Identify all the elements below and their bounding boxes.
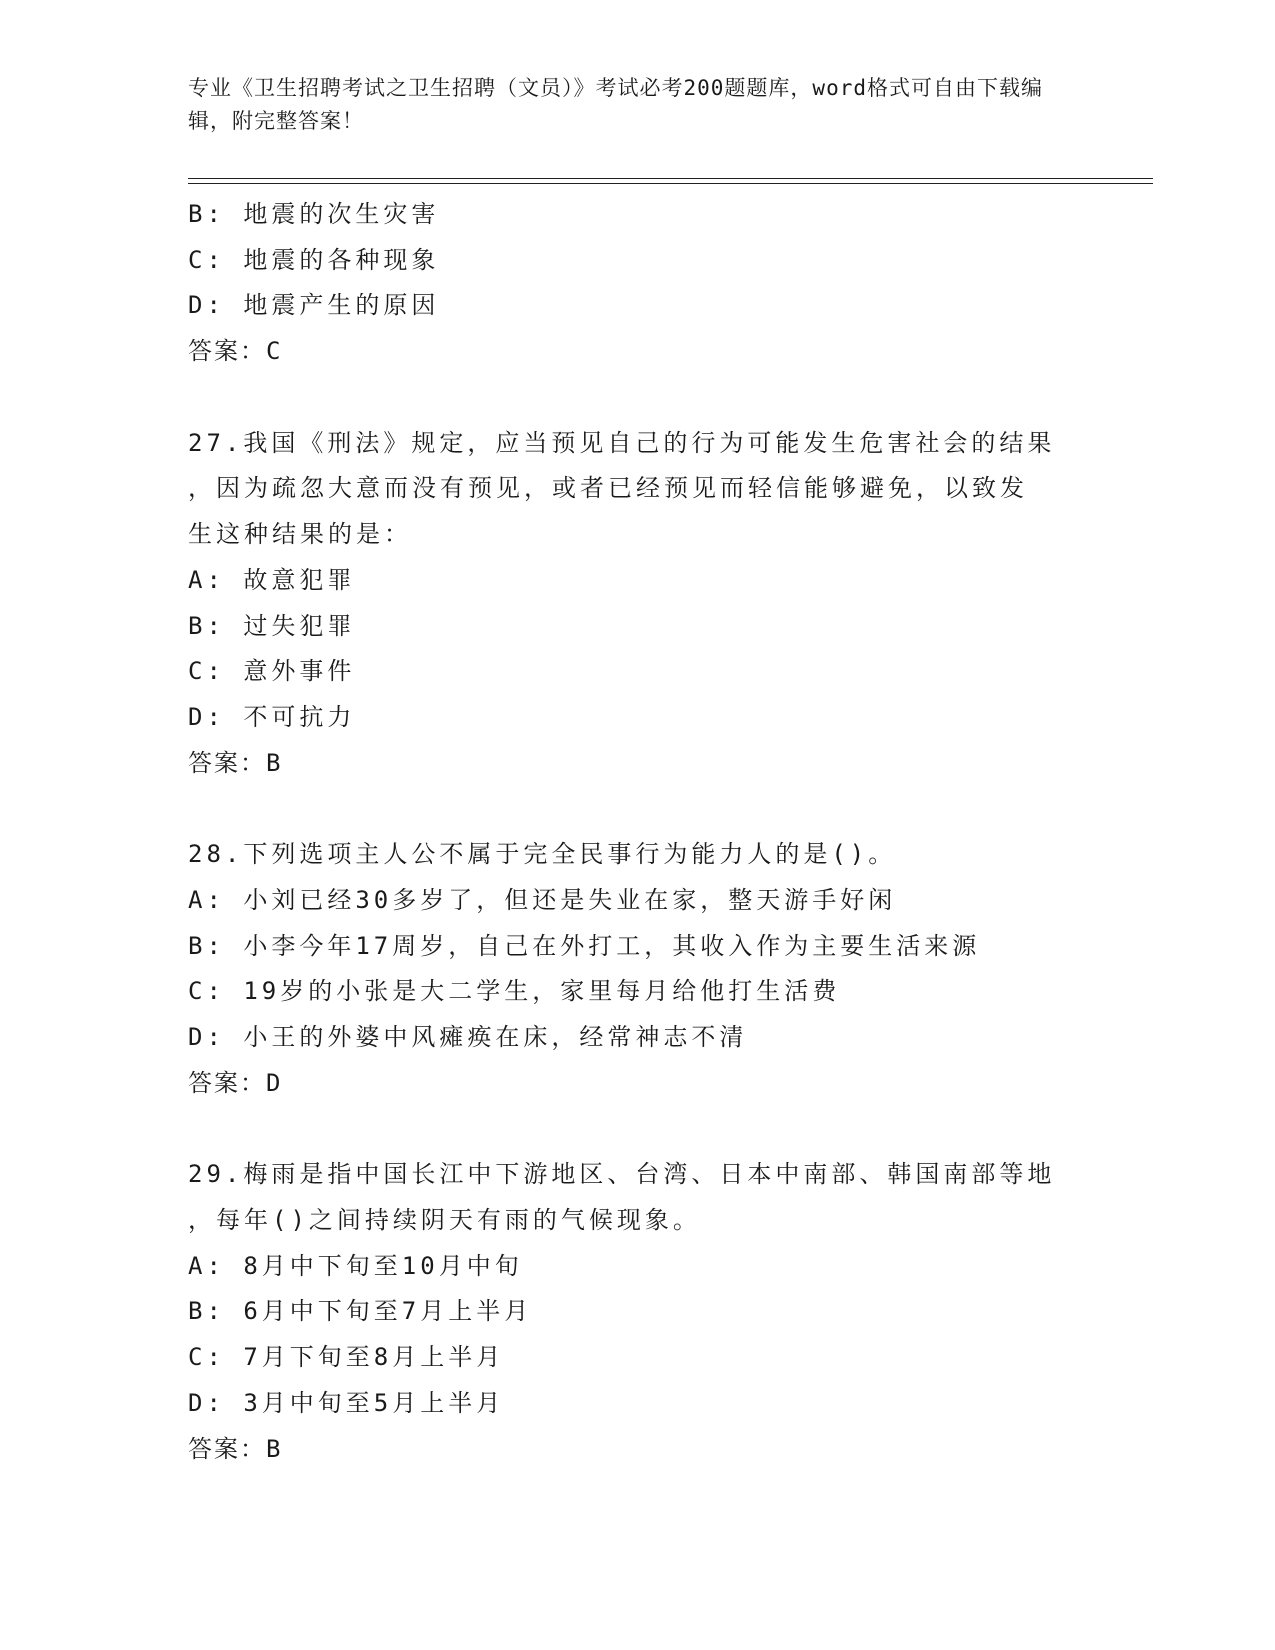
option-c: C: 意外事件 <box>188 657 356 686</box>
spacer <box>188 375 1088 421</box>
question-text: ，每年()之间持续阴天有雨的气候现象。 <box>188 1206 701 1235</box>
option-b: B: 过失犯罪 <box>188 611 356 640</box>
option-b: B: 6月中下旬至7月上半月 <box>188 1297 533 1326</box>
question-27 <box>188 421 1088 787</box>
header-rule-bottom <box>188 183 1153 184</box>
question-text: 27.我国《刑法》规定，应当预见自己的行为可能发生危害社会的结果 <box>188 428 1056 457</box>
question-29 <box>188 1152 1088 1472</box>
option-d: D: 不可抗力 <box>188 702 356 731</box>
answer: 答案：B <box>188 1434 283 1463</box>
option-b: B: 地震的次生灾害 <box>188 200 440 228</box>
question-text: 生这种结果的是： <box>188 520 412 549</box>
option-a: A: 8月中下旬至10月中旬 <box>188 1251 523 1280</box>
question-content <box>188 192 1088 1472</box>
option-d: D: 地震产生的原因 <box>188 291 440 320</box>
answer: 答案：C <box>188 337 283 366</box>
option-b: B: 小李今年17周岁，自己在外打工，其收入作为主要生活来源 <box>188 931 981 960</box>
option-d: D: 小王的外婆中风瘫痪在床，经常神志不清 <box>188 1023 748 1051</box>
header-rule-top <box>188 178 1153 179</box>
spacer <box>188 1106 1088 1152</box>
option-c: C: 19岁的小张是大二学生，家里每月给他打生活费 <box>188 977 841 1006</box>
spacer <box>188 786 1088 832</box>
option-d: D: 3月中旬至5月上半月 <box>188 1388 505 1417</box>
question-26-continued <box>188 192 1088 375</box>
answer: 答案：B <box>188 748 283 777</box>
question-text: 29.梅雨是指中国长江中下游地区、台湾、日本中南部、韩国南部等地 <box>188 1160 1056 1189</box>
document-header: 专业《卫生招聘考试之卫生招聘（文员）》考试必考200题题库，word格式可自由下载编辑，附完整答案！ <box>188 76 1043 133</box>
question-28 <box>188 832 1088 1106</box>
option-a: A: 小刘已经30多岁了，但还是失业在家，整天游手好闲 <box>188 885 897 914</box>
question-text: 28.下列选项主人公不属于完全民事行为能力人的是()。 <box>188 840 897 869</box>
option-c: C: 地震的各种现象 <box>188 245 440 274</box>
question-text: ，因为疏忽大意而没有预见，或者已经预见而轻信能够避免，以致发 <box>188 474 1028 503</box>
option-a: A: 故意犯罪 <box>188 565 356 594</box>
answer: 答案：D <box>188 1068 283 1097</box>
option-c: C: 7月下旬至8月上半月 <box>188 1343 505 1372</box>
